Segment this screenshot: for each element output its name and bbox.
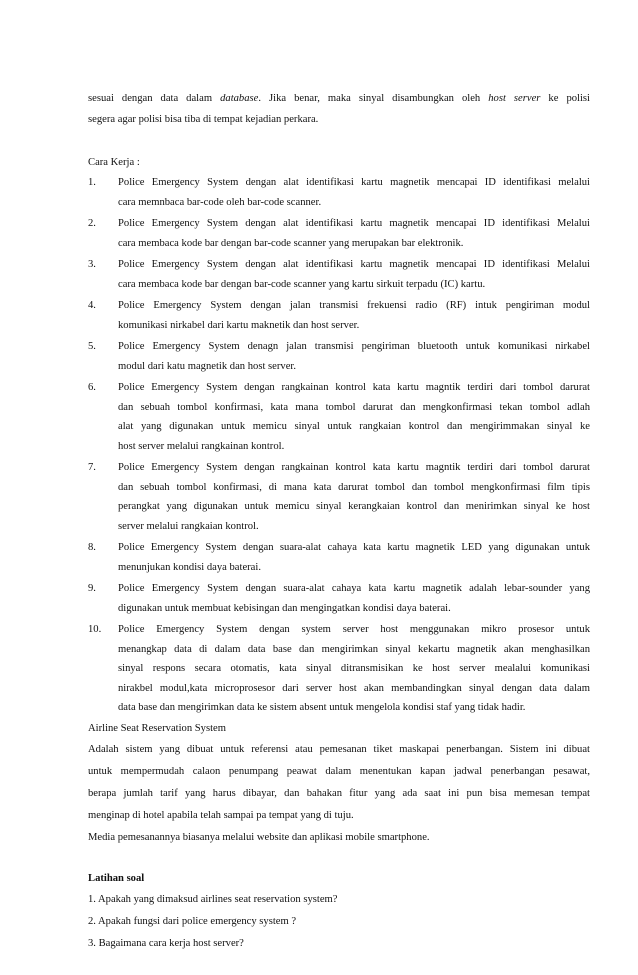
- database-term: database: [220, 93, 259, 104]
- intro-paragraph: [88, 88, 590, 130]
- step-item: 7. Police Emergency System dengan rangkainan kontrol kata kartu magntik terdiri dari tombol darurat dan sebuah tombol konfirmasi, di mana kata darurat tombol dan tombol mengkonfirmasi film tipis perangkat yang digunakan untuk memicu sinyal kerangkaian kontrol dan menirimkan sinyal ke host server melalui rangkaian kontrol.: [88, 462, 590, 532]
- step-item: 6. Police Emergency System dengan rangkainan kontrol kata kartu magntik terdiri dari tombol darurat dan sebuah tombol konfirmasi, kata mana tombol darurat dan mengkonfirmasi tekan tombol adlah alat yang digunakan untuk memicu sinyal untuk rangkaian kontrol dan mengirimmakan sinyal ke host server melalui rangkainan kontrol.: [88, 382, 590, 452]
- document-page: [88, 88, 590, 955]
- host-server-term: host server: [488, 93, 541, 104]
- question-item: 2. Apakah fungsi dari police emergency system ?: [88, 915, 297, 927]
- step-item: 9. Police Emergency System dengan suara-alat cahaya kata kartu magnetik adalah lebar-sounder yang digunakan untuk membuat kebisingan dan mengingatkan kondisi daya baterai.: [88, 583, 590, 614]
- step-item: 8. Police Emergency System dengan suara-alat cahaya kata kartu magnetik LED yang digunakan untuk menunjukan kondisi daya baterai.: [88, 542, 590, 573]
- question-item: 1. Apakah yang dimaksud airlines seat reservation system?: [88, 893, 338, 905]
- step-item: 3. Police Emergency System dengan alat identifikasi kartu magnetik mencapai ID identifikasi Melalui cara membaca kode bar dengan bar-code scanner yang kartu sirkuit terpadu (IC) kartu.: [88, 259, 590, 290]
- cara-kerja-heading: Cara Kerja :: [88, 157, 140, 168]
- airline-paragraph: Adalah sistem yang dibuat untuk referensi atau pemesanan tiket maskapai penerbangan. Sistem ini dibuat untuk mempermudah calaon penumpang peawat dalam menentukan kapan jadwal penerbangan pesawat, berapa jumlah tarif yang harus dibayar, dan bahakan fitur yang ada saat ini pun bisa memesan tempat menginap di hotel apabila telah sampai pa tempat yang di tuju.: [88, 743, 590, 821]
- step-item: 2. Police Emergency System dengan alat identifikasi kartu magnetik mencapai ID identifikasi Melalui cara membaca kode bar dengan bar-code scanner yang merupakan bar elektronik.: [88, 218, 590, 249]
- step-item: 5. Police Emergency System denagn jalan transmisi pengiriman bluetooth untuk komunikasi nirkabel modul dari katu magnetik dan host server.: [88, 341, 590, 372]
- cara-kerja-list: [88, 173, 590, 718]
- airline-title: Airline Seat Reservation System: [88, 722, 226, 734]
- latihan-title: Latihan soal: [88, 872, 145, 884]
- step-item: 1. Police Emergency System dengan alat identifikasi kartu magnetik mencapai ID identifikasi melalui cara memnbaca bar-code oleh bar-code scanner.: [88, 177, 590, 208]
- intro-line-1: sesuai dengan data dalam database. Jika benar, maka sinyal disambungkan oleh host server ke polisi: [88, 93, 590, 104]
- step-item: 4. Police Emergency System dengan jalan transmisi frekuensi radio (RF) intuk pengiriman modul komunikasi nirkabel dari kartu maknetik dan host server.: [88, 300, 590, 331]
- question-item: 3. Bagaimana cara kerja host server?: [88, 937, 244, 949]
- intro-line-2: segera agar polisi bisa tiba di tempat kejadian perkara.: [88, 114, 319, 125]
- media-line: Media pemesanannya biasanya melalui website dan aplikasi mobile smartphone.: [88, 831, 430, 843]
- question-list: [88, 889, 590, 955]
- step-item: 10. Police Emergency System dengan system server host menggunakan mikro prosesor untuk menangkap data di dalam data base dan mengirimkan sinyal kekartu magnetik akan menghasilkan sinyal respons secara otomatis, kata sinyal ditransmisikan ke host server mealalui komunikasi nirakbel modul,kata microprosesor dari server host akan membandingkan sinyal dengan data dalam data base dan mengirimkan data ke sistem absent untuk mengelola kondisi staf yang tidak hadir.: [88, 624, 590, 713]
